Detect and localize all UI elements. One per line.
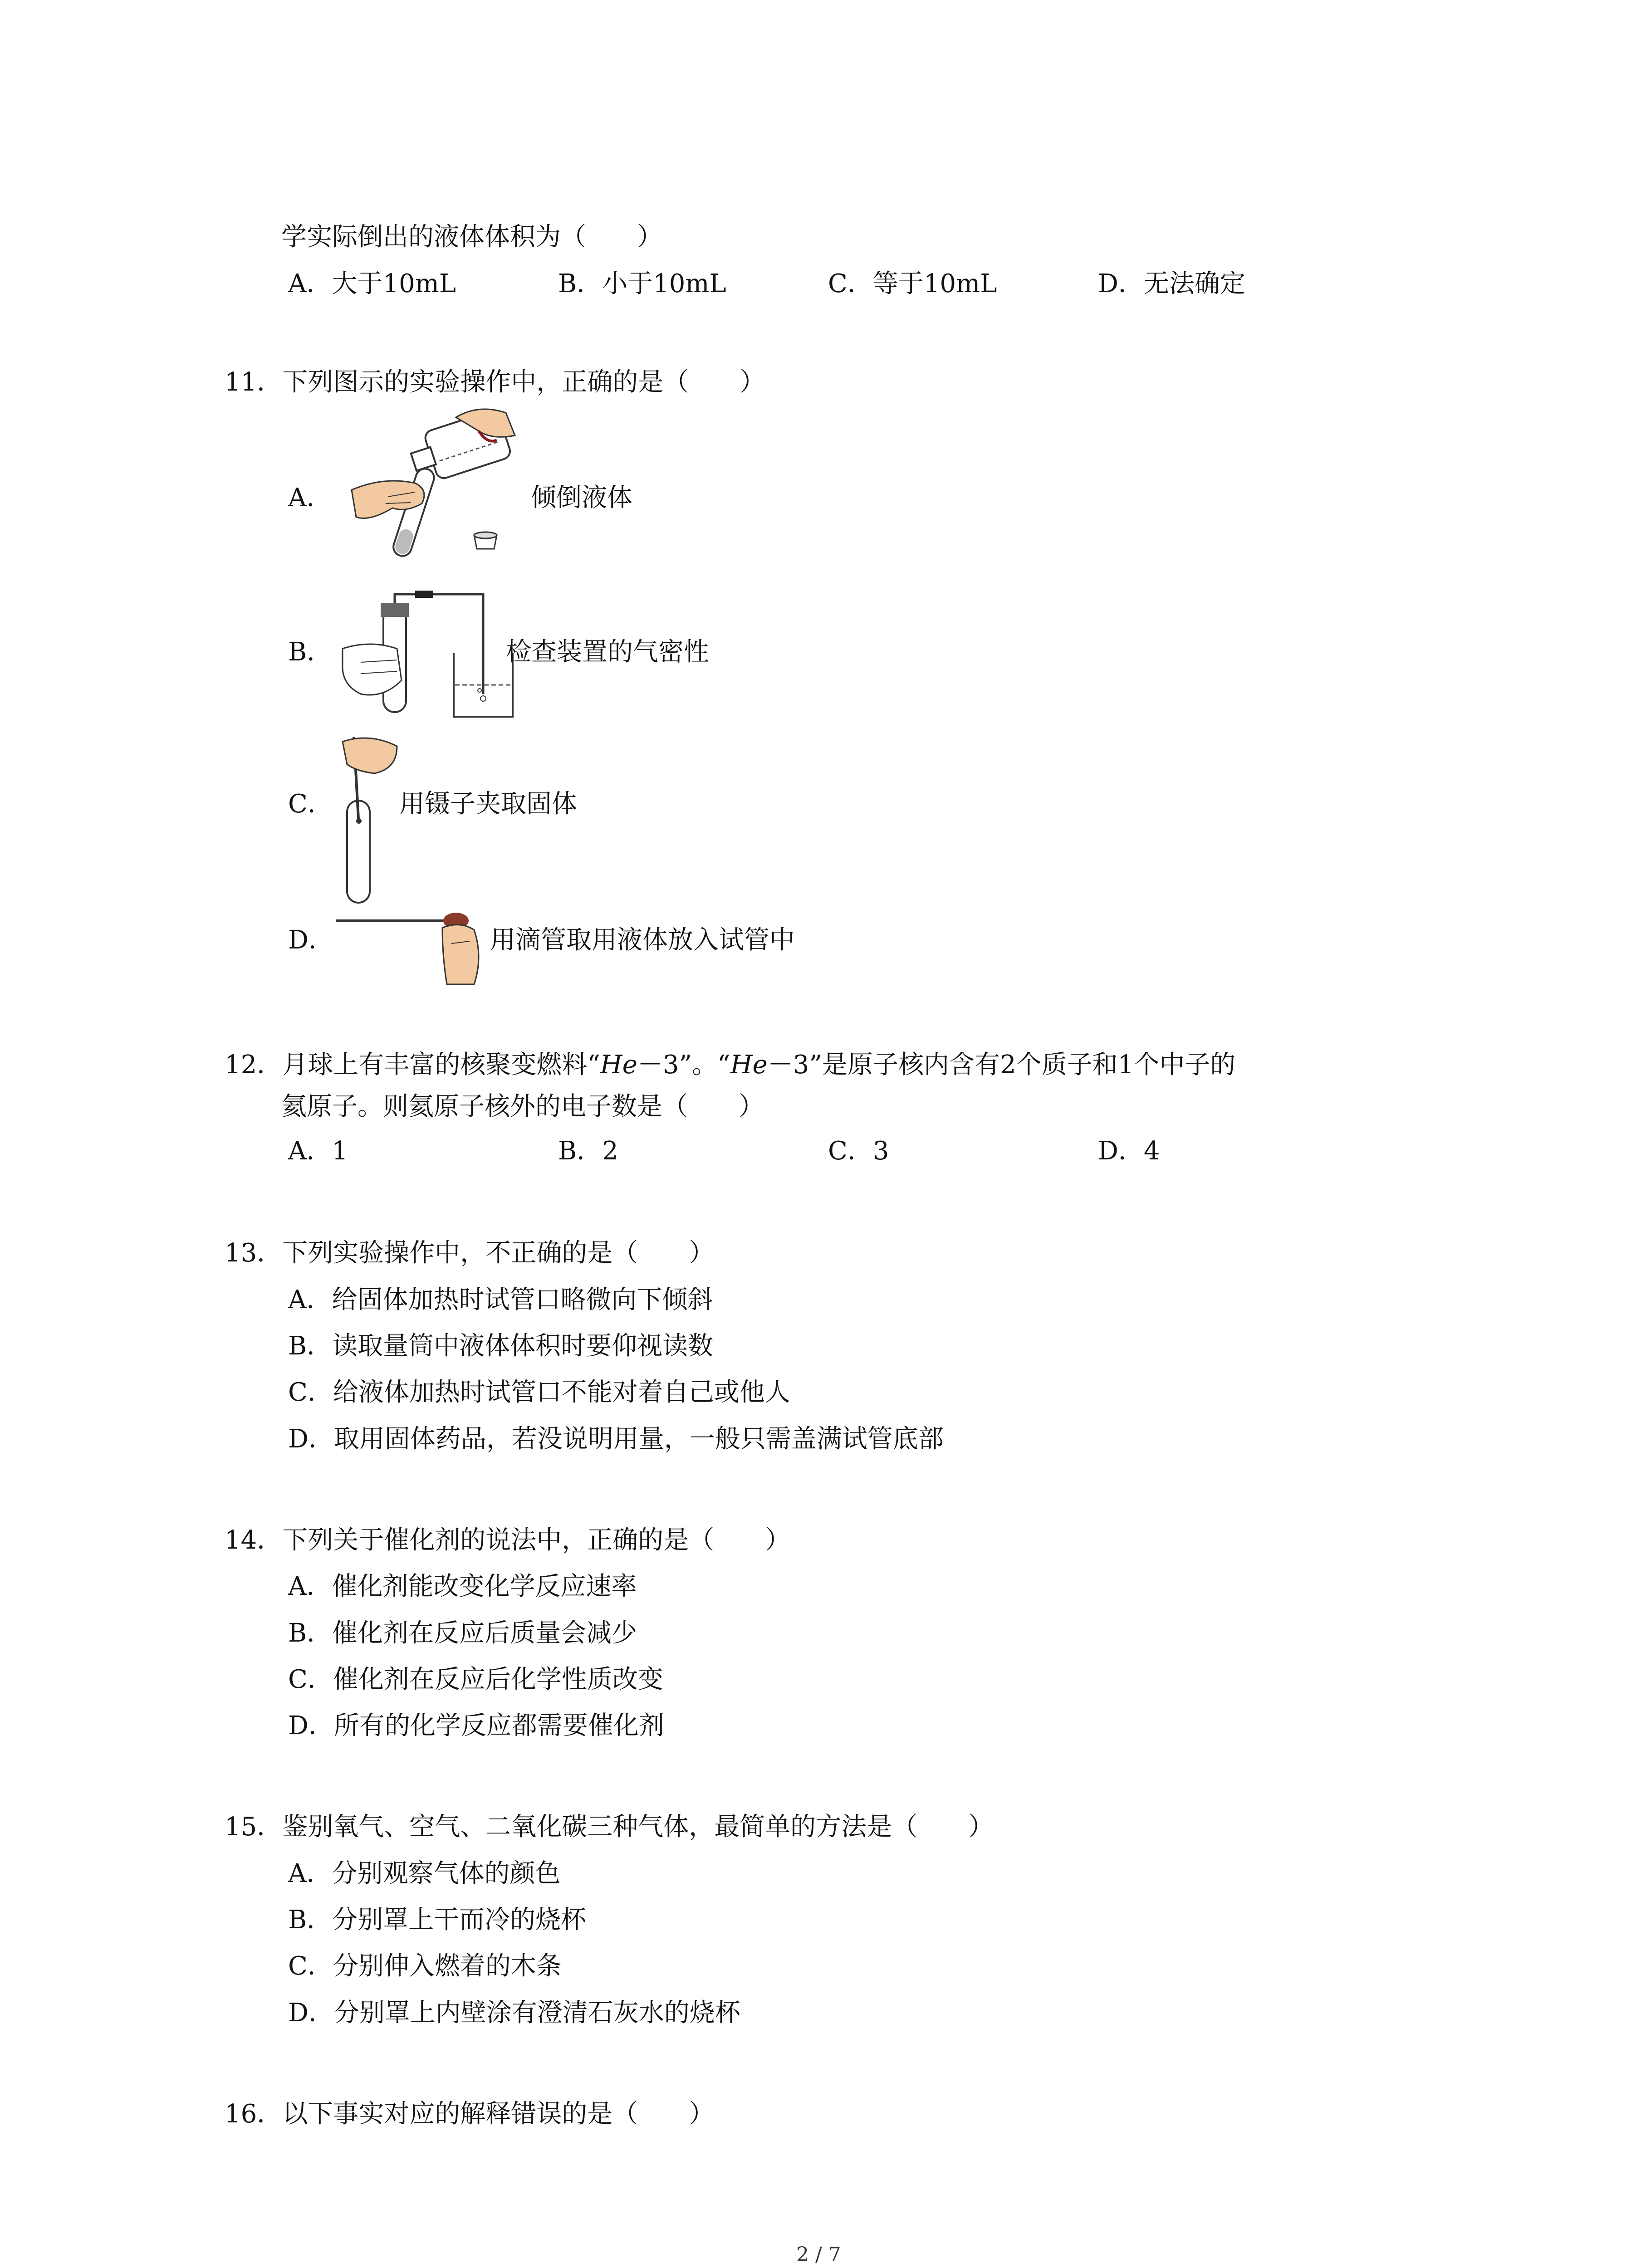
q14-stem: 14．下列关于催化剂的说法中，正确的是（ ）	[225, 1525, 791, 1555]
q15-option-a: A．分别观察气体的颜色	[288, 1859, 561, 1888]
q14-option-a: A．催化剂能改变化学反应速率	[288, 1572, 637, 1601]
q12-option-b: B．2	[558, 1136, 618, 1166]
q13-option-c: C．给液体加热时试管口不能对着自己或他人	[288, 1378, 790, 1407]
q13-stem: 13．下列实验操作中，不正确的是（ ）	[225, 1238, 715, 1268]
q11-option-a-label: A．	[288, 483, 332, 513]
dropper-figure	[333, 903, 488, 989]
page-number: 2 / 7	[796, 2243, 841, 2266]
q12-option-c: C．3	[828, 1136, 889, 1166]
q11-option-b-caption: 检查装置的气密性	[506, 637, 709, 667]
q15-stem: 15．鉴别氧气、空气、二氧化碳三种气体，最简单的方法是（ ）	[225, 1812, 994, 1842]
q13-option-a: A．给固体加热时试管口略微向下倾斜	[288, 1285, 713, 1315]
q11-option-d-label: D．	[288, 925, 334, 955]
q14-option-d: D．所有的化学反应都需要催化剂	[288, 1711, 664, 1740]
q13-option-d: D．取用固体药品，若没说明用量，一般只需盖满试管底部	[288, 1424, 944, 1454]
q10-option-d: D．无法确定	[1098, 269, 1245, 298]
q12-stem-part-3: －3”是原子核内含有2个质子和1个中子的	[767, 1050, 1236, 1080]
q10-option-b: B．小于10mL	[558, 269, 726, 298]
q12-stem-line-1	[225, 1052, 1235, 1078]
q13-option-b: B．读取量筒中液体体积时要仰视读数	[288, 1331, 714, 1361]
q11-option-b-label: B．	[288, 637, 333, 667]
he-symbol-1: He	[600, 1050, 637, 1080]
q12-stem-line-2: 氦原子。则氦原子核外的电子数是（ ）	[281, 1092, 764, 1121]
q12-stem-part-2: －3”。“	[637, 1050, 730, 1080]
q10-option-c: C．等于10mL	[828, 269, 997, 298]
pouring-liquid-figure	[343, 399, 533, 567]
q14-option-c: C．催化剂在反应后化学性质改变	[288, 1665, 663, 1694]
q10-stem-continuation: 学实际倒出的液体体积为（ ）	[281, 222, 662, 252]
q12-option-d: D．4	[1098, 1136, 1160, 1166]
q11-option-c-label: C．	[288, 789, 333, 819]
tweezers-figure	[333, 728, 402, 905]
q11-option-d-caption: 用滴管取用液体放入试管中	[490, 925, 795, 955]
q15-option-c: C．分别伸入燃着的木条	[288, 1951, 562, 1981]
q16-stem: 16．以下事实对应的解释错误的是（ ）	[225, 2099, 715, 2129]
q14-option-b: B．催化剂在反应后质量会减少	[288, 1618, 637, 1648]
q11-stem: 11．下列图示的实验操作中，正确的是（ ）	[225, 367, 765, 397]
q11-option-c-caption: 用镊子夹取固体	[399, 789, 577, 819]
q12-stem-part-1: 12．月球上有丰富的核聚变燃料“	[225, 1050, 600, 1080]
he-symbol-2: He	[730, 1050, 768, 1080]
q15-option-b: B．分别罩上干而冷的烧杯	[288, 1905, 587, 1935]
q15-option-d: D．分别罩上内壁涂有澄清石灰水的烧杯	[288, 1998, 740, 2028]
q11-option-a-caption: 倾倒液体	[531, 483, 632, 513]
q10-option-a: A．大于10mL	[288, 269, 456, 298]
q12-option-a: A．1	[288, 1136, 348, 1166]
